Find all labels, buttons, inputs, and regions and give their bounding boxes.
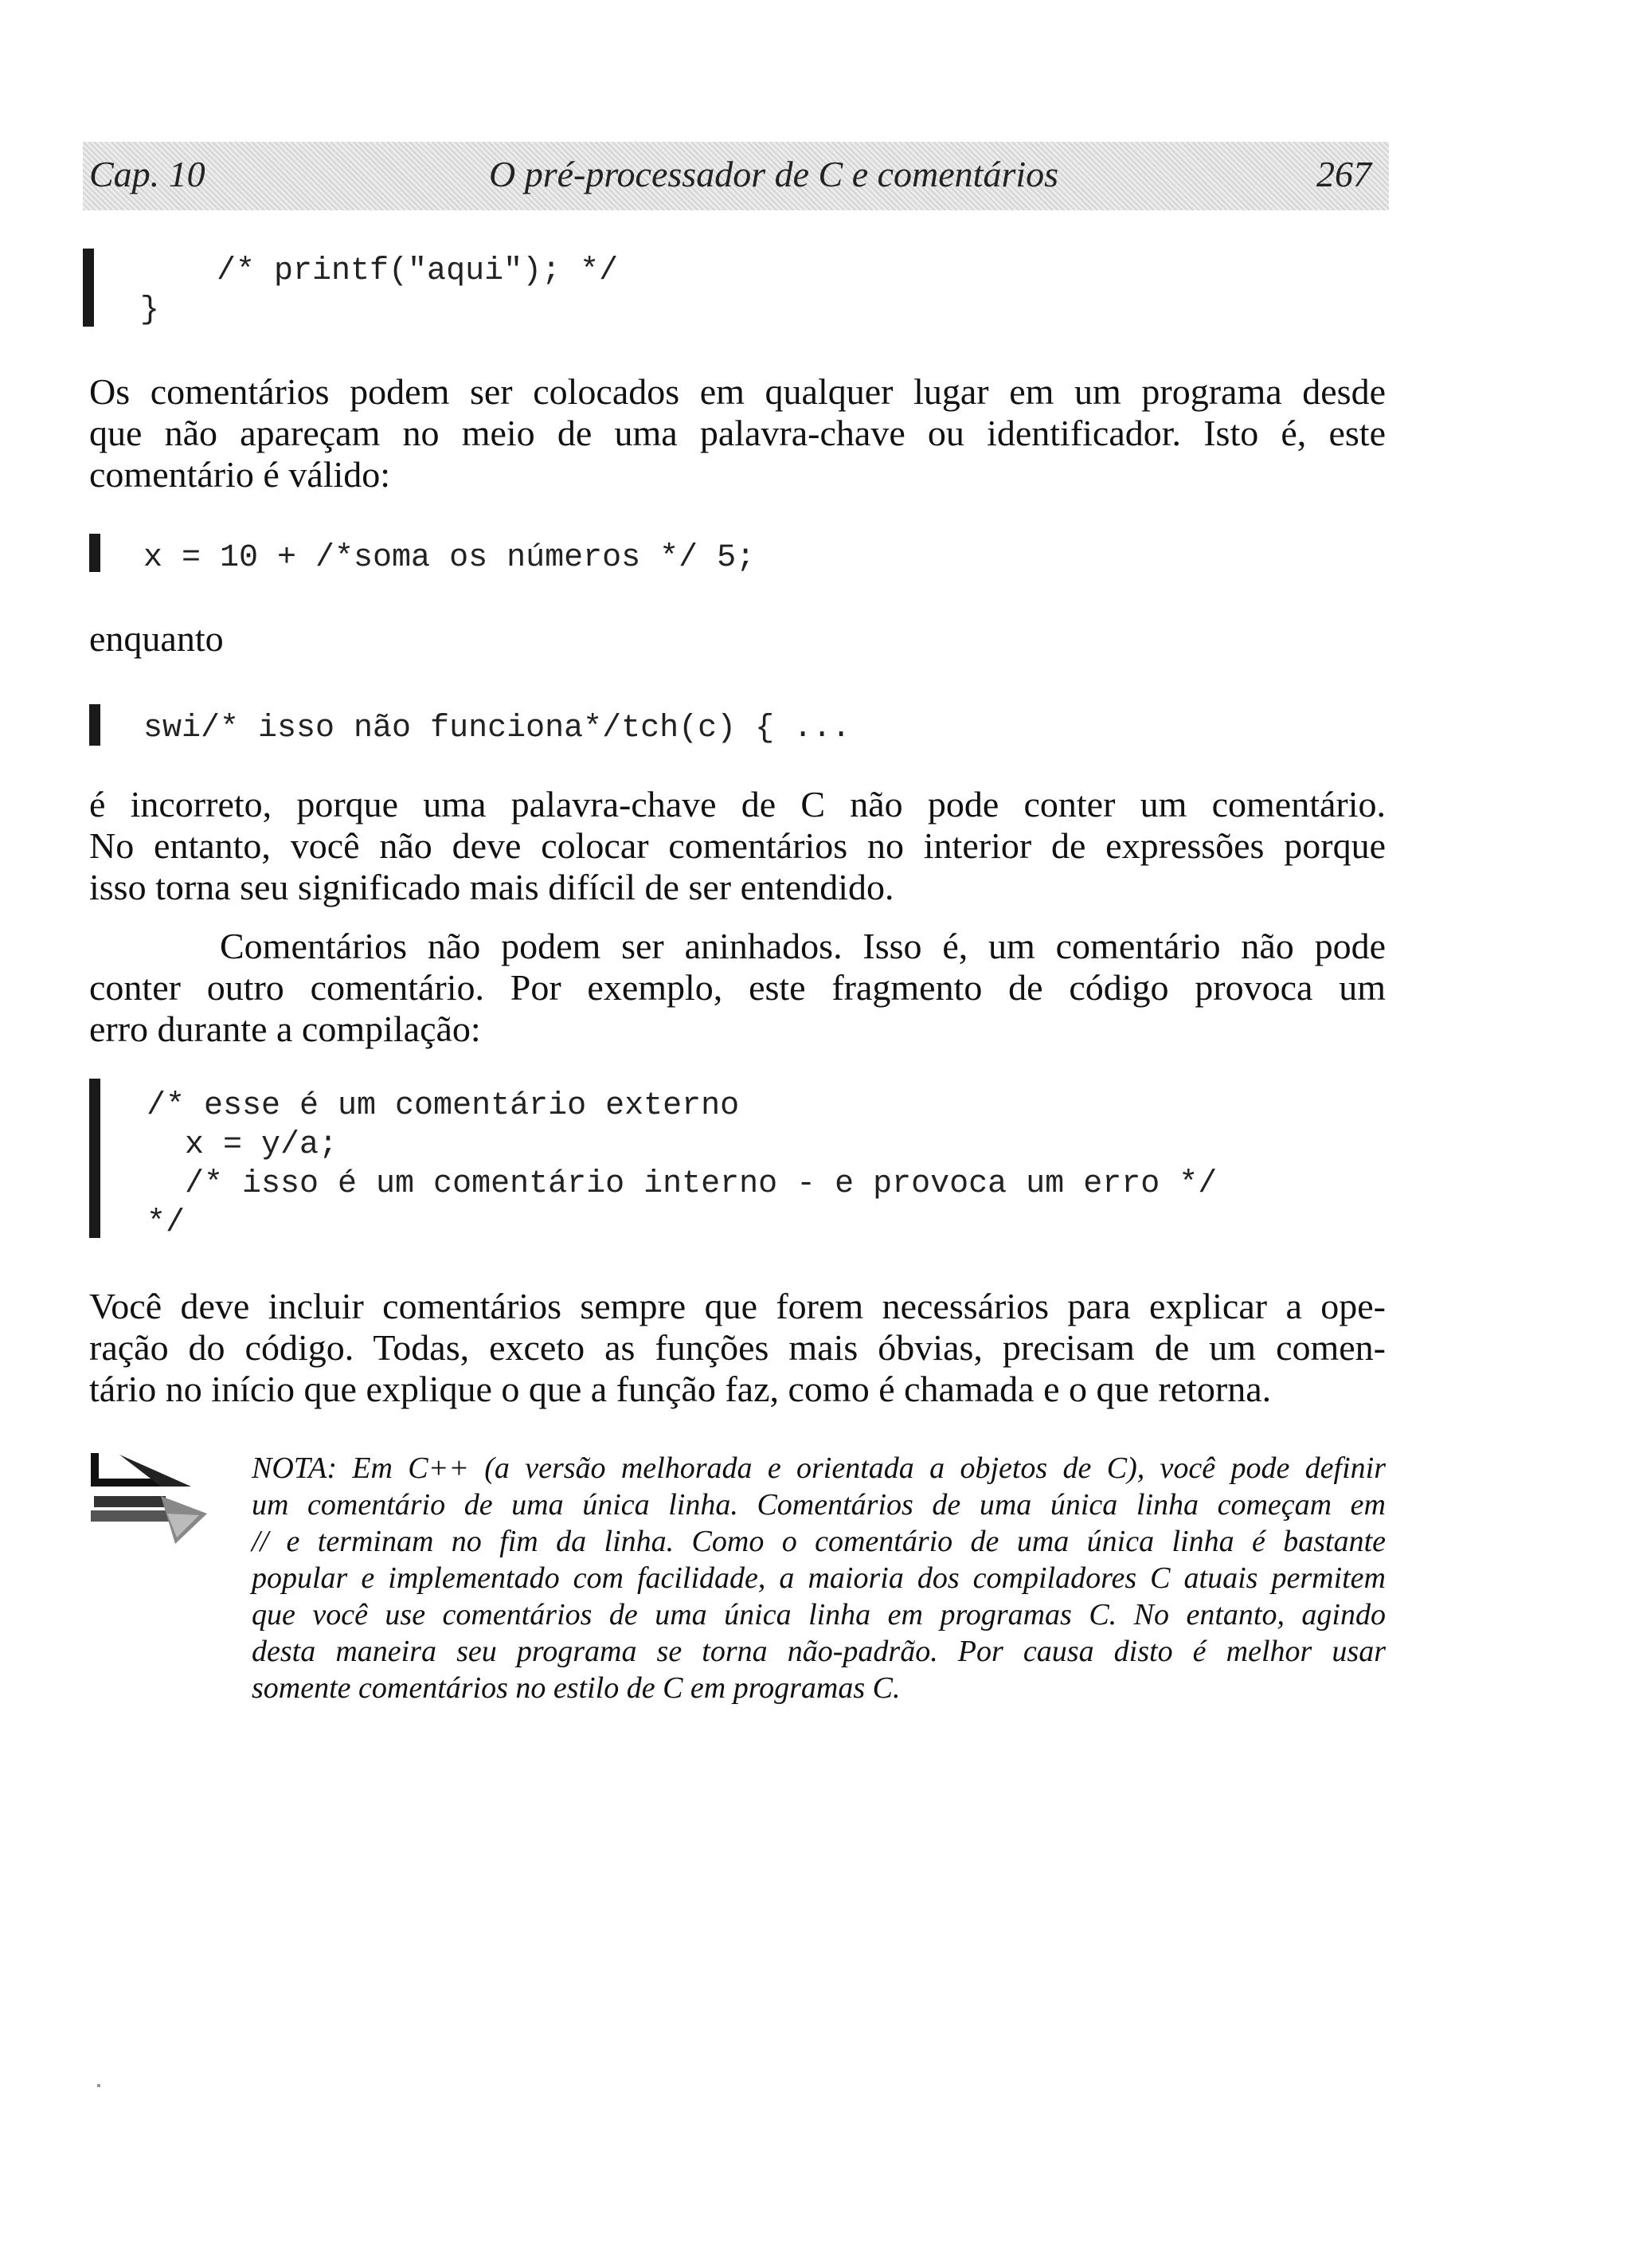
note-line: popular e implementado com facilidade, a maioria dos compiladores C atuais permitem [252,1561,1386,1595]
header-chapter: Cap. 10 [89,154,205,194]
code-line: /* printf("aqui"); */ [140,253,619,289]
note-line: desta maneira seu programa se torna não-padrão. Por causa disto é melhor usar [252,1635,1386,1668]
note-line [252,1450,1386,1487]
code-block-2 [143,539,755,578]
code-line: } [140,292,160,328]
code-line: x = y/a; [147,1127,338,1163]
note-line-text: Em C++ (a versão melhorada e orientada a objetos de C), você pode definir [336,1451,1386,1485]
code-line: /* esse é um comentário externo [147,1088,740,1124]
text-line: conter outro comentário. Por exemplo, este fragmento de código provoca um [89,967,1386,1008]
code-line: /* isso é um comentário interno - e provoca um erro */ [147,1166,1218,1202]
arrow-note-icon [88,1450,215,1569]
note-line: que você use comentários de uma única linha em programas C. No entanto, agindo [252,1598,1386,1631]
running-header [83,142,1389,210]
paragraph [89,926,1386,1050]
text-line: erro durante a compilação: [89,1009,481,1049]
code-line: swi/* isso não funciona*/tch(c) { ... [143,711,851,746]
note-line: // e terminam no fim da linha. Como o comentário de uma única linha é bastante [252,1525,1386,1558]
code-block-1 [140,252,618,330]
text-line: Você deve incluir comentários sempre que forem necessários para explicar a ope- [89,1286,1386,1326]
code-marker-bar [83,249,94,327]
note-line: somente comentários no estilo de C em programas C. [252,1671,901,1705]
text-line: Comentários não podem ser aninhados. Isso é, um comentário não pode [220,926,1386,966]
scan-speck [97,2084,100,2087]
text-line: Os comentários podem ser colocados em qualquer lugar em um programa desde [89,371,1386,412]
text-line: é incorreto, porque uma palavra-chave de C não pode conter um comentário. [89,784,1386,825]
code-line: x = 10 + /*soma os números */ 5; [143,540,756,576]
text-line: ração do código. Todas, exceto as funções mais óbvias, precisam de um comen- [89,1327,1386,1368]
paragraph [89,618,1386,660]
page-number: 267 [1316,154,1371,194]
code-block-3 [143,709,851,748]
header-title: O pré-processador de C e comentários [489,154,1059,194]
text-line: enquanto [89,618,224,659]
paragraph [89,1286,1386,1410]
paragraph [89,371,1386,496]
text-line: No entanto, você não deve colocar comentários no interior de expressões porque [89,825,1386,866]
text-line: que não apareçam no meio de uma palavra-chave ou identificador. Isto é, este [89,413,1386,453]
code-marker-bar [89,704,100,746]
code-line: */ [147,1205,186,1241]
paragraph [89,784,1386,908]
note-label: NOTA: [252,1451,337,1485]
text-line: isso torna seu significado mais difícil de ser entendido. [89,867,894,907]
code-block-4 [147,1087,1217,1243]
note-line: um comentário de uma única linha. Comentários de uma única linha começam em [252,1488,1386,1522]
text-line: tário no início que explique o que a função faz, como é chamada e o que retorna. [89,1369,1272,1409]
text-line: comentário é válido: [89,454,391,495]
code-marker-bar [89,1079,100,1238]
code-marker-bar [89,534,100,572]
note-text [252,1450,1386,1706]
